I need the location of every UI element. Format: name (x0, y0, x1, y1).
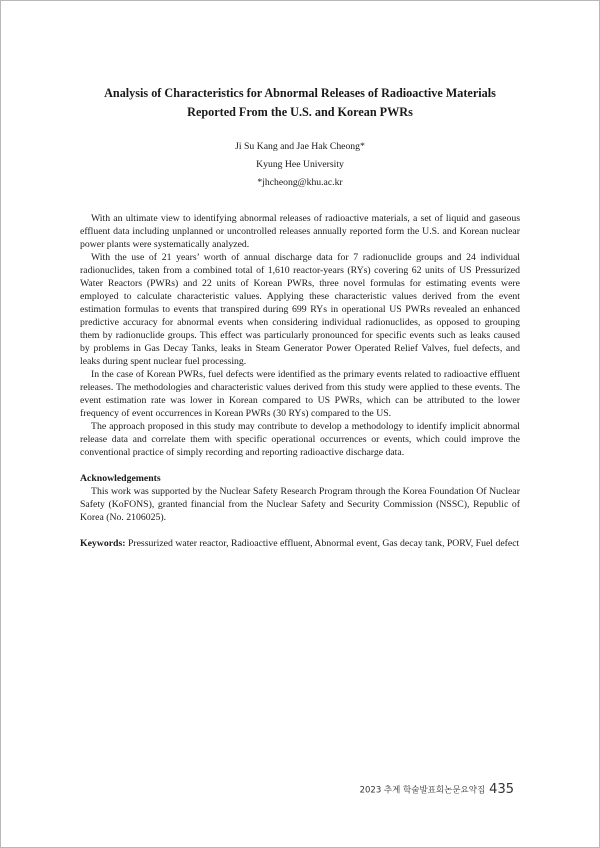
abstract-paragraph-2: With the use of 21 years’ worth of annual discharge data for 7 radionuclide groups and 24 individual radionuclides, taken from a combined total of 1,610 reactor-years (RYs) covering 62 units of US Pressurized Water Reactors (PWRs) and 22 units of Korean PWRs, three novel formulas for estimating events were employed to calculate characteristic values. Applying these characteristic values derived from the event estimation formulas to events that transpired during 699 RYs in operational US PWRs revealed an enhanced predictive accuracy for abnormal events when considering individual radionuclides, as opposed to grouping them by radionuclide groups. This effect was particularly pronounced for specific events such as leaks caused by problems in Gas Decay Tanks, leaks in Steam Generator Power Operated Relief Valves, fuel defects, and leaks during spent nuclear fuel processing. (80, 252, 520, 367)
keywords (80, 537, 520, 550)
acknowledgements-text: This work was supported by the Nuclear Safety Research Program through the Korea Foundation Of Nuclear Safety (KoFONS), granted financial from the Nuclear Safety and Security Commission (NSSC), Republic of Korea (No. 2106025). (80, 486, 520, 523)
page-number: 435 (489, 782, 514, 797)
conference-name: 2023 추계 학술발표회논문요약집 (359, 785, 486, 796)
authors: Ji Su Kang and Jae Hak Cheong* (235, 141, 365, 152)
paper-title (70, 84, 530, 122)
title-line-1: Analysis of Characteristics for Abnormal Releases of Radioactive Materials (104, 86, 496, 100)
keywords-text: Pressurized water reactor, Radioactive effluent, Abnormal event, Gas decay tank, PORV, Fuel defect (125, 538, 520, 549)
affiliation: Kyung Hee University (256, 159, 344, 170)
acknowledgements-heading: Acknowledgements (80, 473, 161, 484)
title-line-2: Reported From the U.S. and Korean PWRs (187, 105, 413, 119)
page-footer (360, 779, 514, 798)
abstract-paragraph-1: With an ultimate view to identifying abnormal releases of radioactive materials, a set of liquid and gaseous effluent data including unplanned or uncontrolled releases annually reported form the U.S. and Korean nuclear power plants were systematically analyzed. (80, 213, 520, 250)
author-email: *jhcheong@khu.ac.kr (257, 177, 343, 188)
keywords-label: Keywords: (80, 538, 126, 549)
paper-body (80, 212, 520, 550)
abstract-paragraph-4: The approach proposed in this study may contribute to develop a methodology to identify implicit abnormal release data and correlate them with specific operational occurrences or events, which could improve the conventional practice of simply recording and reporting radioactive discharge data. (80, 421, 520, 458)
abstract-paragraph-3: In the case of Korean PWRs, fuel defects were identified as the primary events related to radioactive effluent releases. The methodologies and characteristic values derived from this study were applied to these events. The event estimation rate was lower in Korean compared to US PWRs, which can be attributed to the lower frequency of event occurrences in Korean PWRs (30 RYs) compared to the US. (80, 369, 520, 419)
